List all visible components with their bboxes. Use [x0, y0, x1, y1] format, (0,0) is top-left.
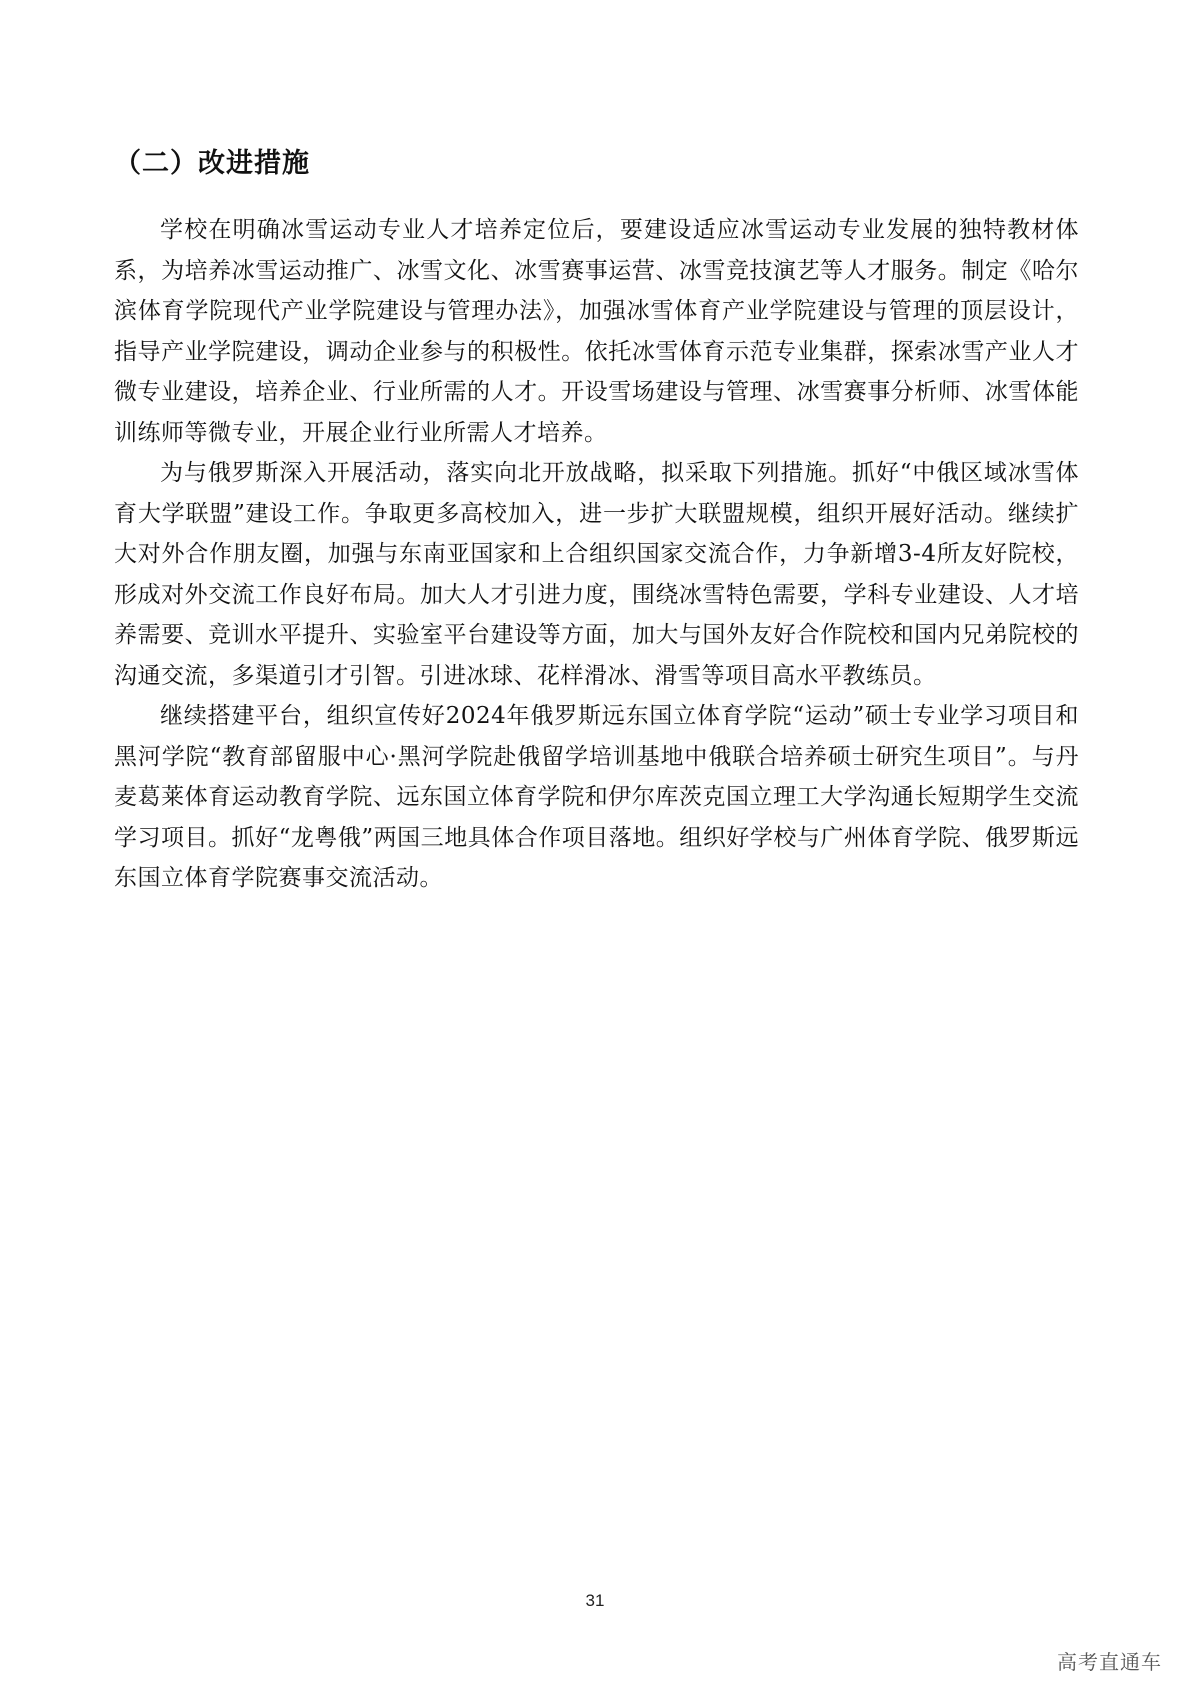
paragraph-3: 继续搭建平台，组织宣传好2024年俄罗斯远东国立体育学院“运动”硕士专业学习项目和黑河学院“教育部留服中心·黑河学院赴俄留学培训基地中俄联合培养硕士研究生项目”。与丹麦葛莱体育运动教育学院、远东国立体育学院和伊尔库茨克国立理工大学沟通长短期学生交流学习项目。抓好“龙粤俄”两国三地具体合作项目落地。组织好学校与广州体育学院、俄罗斯远东国立体育学院赛事交流活动。 [114, 703, 1079, 891]
body-text [114, 210, 1079, 899]
watermark-text: 高考直通车 [1057, 1650, 1162, 1674]
paragraph-1: 学校在明确冰雪运动专业人才培养定位后，要建设适应冰雪运动专业发展的独特教材体系，为培养冰雪运动推广、冰雪文化、冰雪赛事运营、冰雪竞技演艺等人才服务。制定《哈尔滨体育学院现代产业学院建设与管理办法》，加强冰雪体育产业学院建设与管理的顶层设计，指导产业学院建设，调动企业参与的积极性。依托冰雪体育示范专业集群，探索冰雪产业人才微专业建设，培养企业、行业所需的人才。开设雪场建设与管理、冰雪赛事分析师、冰雪体能训练师等微专业，开展企业行业所需人才培养。 [114, 217, 1079, 446]
page-number: 31 [585, 1591, 605, 1610]
paragraph-2: 为与俄罗斯深入开展活动，落实向北开放战略，拟采取下列措施。抓好“中俄区域冰雪体育大学联盟”建设工作。争取更多高校加入，进一步扩大联盟规模，组织开展好活动。继续扩大对外合作朋友圈，加强与东南亚国家和上合组织国家交流合作，力争新增3-4所友好院校，形成对外交流工作良好布局。加大人才引进力度，围绕冰雪特色需要，学科专业建设、人才培养需要、竞训水平提升、实验室平台建设等方面，加大与国外友好合作院校和国内兄弟院校的沟通交流，多渠道引才引智。引进冰球、花样滑冰、滑雪等项目高水平教练员。 [114, 460, 1079, 689]
section-title: （二）改进措施 [114, 148, 310, 179]
